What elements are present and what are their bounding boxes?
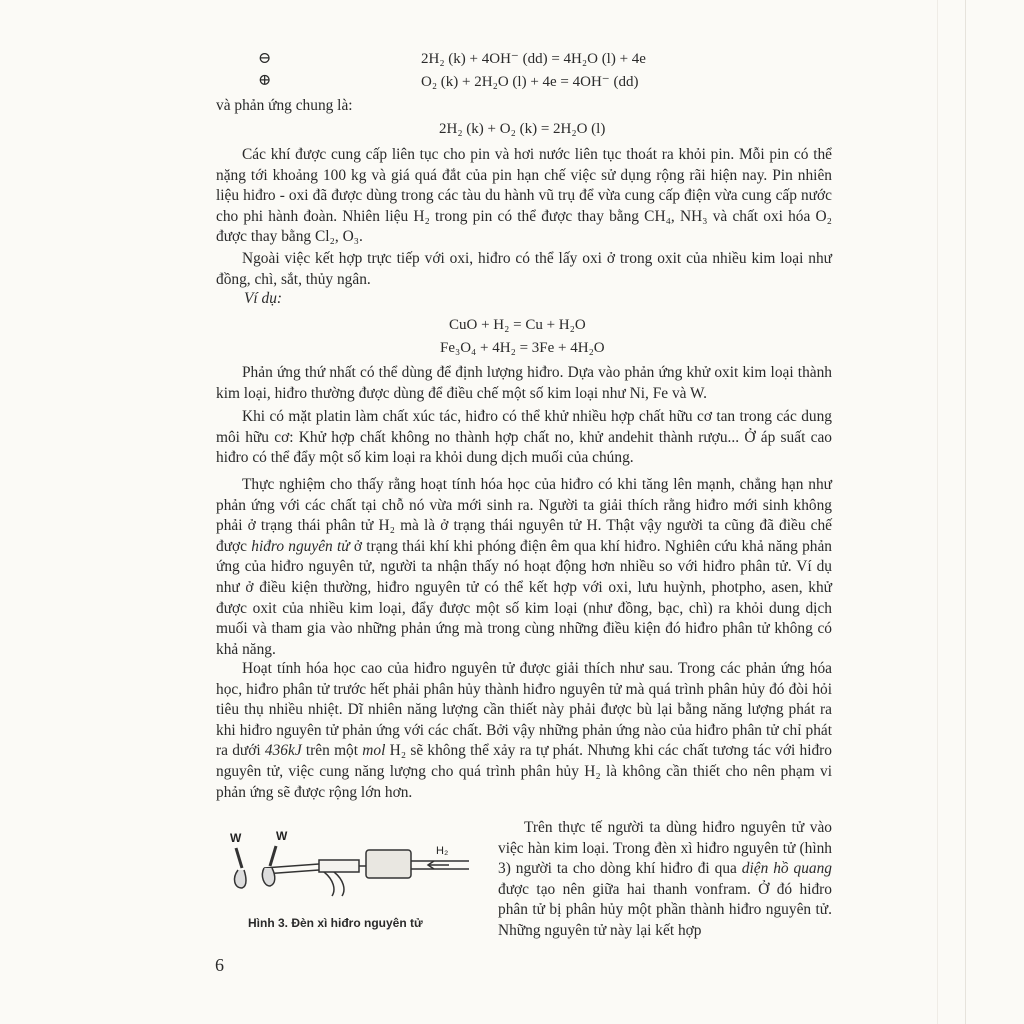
cathode-equation: O₂ (k) + 2H₂O (l) + 4e = 4OH⁻ (dd) bbox=[421, 74, 639, 90]
cathode-symbol: ⊕ bbox=[258, 72, 272, 89]
paragraph-oxide-reduction: Ngoài việc kết hợp trực tiếp với oxi, hiđro có thể lấy oxi ở trong oxit của nhiều kim loại như đồng, chì, sắt, thủy ngân. bbox=[216, 250, 832, 288]
paragraph-welding: Trên thực tế người ta dùng hiđro nguyên tử vào việc hàn kim loại. Trong đèn xì hiđro nguyên tử (hình 3) người ta cho dòng khí hiđro đi qua diện hồ quang được tạo nên giữa hai thanh vonfram. Ở đó hiđro phân tử bị phân hủy một phần thành hiđro nguyên tử. Những nguyên tử này lại kết hợp bbox=[498, 819, 833, 939]
label-h2: H₂ bbox=[436, 845, 449, 857]
anode-symbol: ⊖ bbox=[258, 50, 272, 67]
paragraph-atomic-hydrogen: Thực nghiệm cho thấy rằng hoạt tính hóa học của hiđro có khi tăng lên mạnh, chẳng hạn như phản ứng với các chất tại chỗ nó vừa mới sinh ra. Người ta giải thích rằng hiđro mới sinh không phải ở trạng thái phân tử H₂ mà là ở trạng thái nguyên tử H. Thật vậy người ta cũng đã điều chế được hiđro nguyên tử ở trạng thái khí khi phóng điện êm qua khí hiđro. Nghiên cứu khả năng phản ứng của hiđro nguyên tử, người ta nhận thấy nó hoạt động hơn nhiều so với hiđro phân tử. Ví dụ như ở điều kiện thường, hiđro nguyên tử có thể kết hợp với oxi, lưu huỳnh, photpho, asen, khử được oxit của nhiều kim loại, đẩy được một số kim loại (như đồng, bạc, chì) ra khỏi dung dịch muối và tham gia vào những phản ứng mà trong cùng những điều kiện đó hiđro phân tử không có khả năng. bbox=[216, 476, 833, 658]
example-equation-1: CuO + H₂ = Cu + H₂O bbox=[449, 317, 586, 333]
paragraph-fuel-cell: Các khí được cung cấp liên tục cho pin và hơi nước liên tục thoát ra khỏi pin. Mỗi pin có thể nặng tới khoảng 100 kg và giá quá đắt của pin hạn chế việc sử dụng rộng rãi hiện nay. Pin nhiên liệu hiđro - oxi đã được dùng trong các tàu du hành vũ trụ để vừa cung cấp điện vừa cung cấp nước cho phi hành đoàn. Nhiên liệu H₂ trong pin có thể được thay bằng CH₄, NH₃ và chất oxi hóa O₂ được thay bằng Cl₂, O₃. bbox=[216, 146, 832, 246]
example-label: Ví dụ: bbox=[244, 290, 283, 307]
overall-equation: 2H₂ (k) + O₂ (k) = 2H₂O (l) bbox=[439, 121, 606, 137]
figure-hydrogen-torch bbox=[224, 820, 474, 915]
paragraph-reactivity: Hoạt tính hóa học cao của hiđro nguyên tử được giải thích như sau. Trong các phản ứng hóa học, hiđro phân tử trước hết phải phân hủy thành hiđro nguyên tử mà quá trình phân hủy đó đòi hỏi tiêu thụ nhiều nhiệt. Dĩ nhiên năng lượng cần thiết này phải được bù lại bằng năng lượng phát ra khi hiđro nguyên tử phản ứng với các chất. Bởi vậy những phản ứng nào của hiđro phân tử chỉ phát ra dưới 436kJ trên một mol H₂ sẽ không thể xảy ra tự phát. Nhưng khi các chất tương tác với hiđro nguyên tử, việc cung năng lượng cho quá trình phân hủy H₂ là không cần thiết cho nên phạm vi phản ứng sẽ được rộng lớn hơn. bbox=[216, 660, 832, 801]
anode-equation: 2H₂ (k) + 4OH⁻ (dd) = 4H₂O (l) + 4e bbox=[421, 51, 646, 67]
paragraph-quantitative: Phản ứng thứ nhất có thể dùng để định lượng hiđro. Dựa vào phản ứng khử oxit kim loại thành kim loại, hiđro thường được dùng để điều chế một số kim loại như Ni, Fe và W. bbox=[216, 364, 832, 402]
figure-caption: Hình 3. Đèn xì hiđro nguyên tử bbox=[248, 916, 423, 930]
emphasis-arc: diện hồ quang bbox=[741, 860, 833, 878]
paragraph-platinum: Khi có mặt platin làm chất xúc tác, hiđro có thể khử nhiều hợp chất hữu cơ tan trong các dung môi hữu cơ: Khử hợp chất không no thành hợp chất no, khử andehit thành rượu... Ở áp suất cao hiđro có thể đẩy một số kim loại ra khỏi dung dịch muối của chúng. bbox=[216, 408, 832, 467]
overall-intro: và phản ứng chung là: bbox=[216, 97, 353, 114]
emphasis-atomic-hydrogen: hiđro nguyên tử bbox=[251, 537, 350, 555]
example-equation-2: Fe₃O₄ + 4H₂ = 3Fe + 4H₂O bbox=[440, 340, 605, 356]
page-edge-shadow bbox=[937, 0, 938, 1024]
page-number: 6 bbox=[215, 955, 224, 975]
page-edge-shadow bbox=[965, 0, 966, 1024]
label-w-right: W bbox=[276, 829, 288, 843]
label-w-left: W bbox=[230, 831, 242, 845]
